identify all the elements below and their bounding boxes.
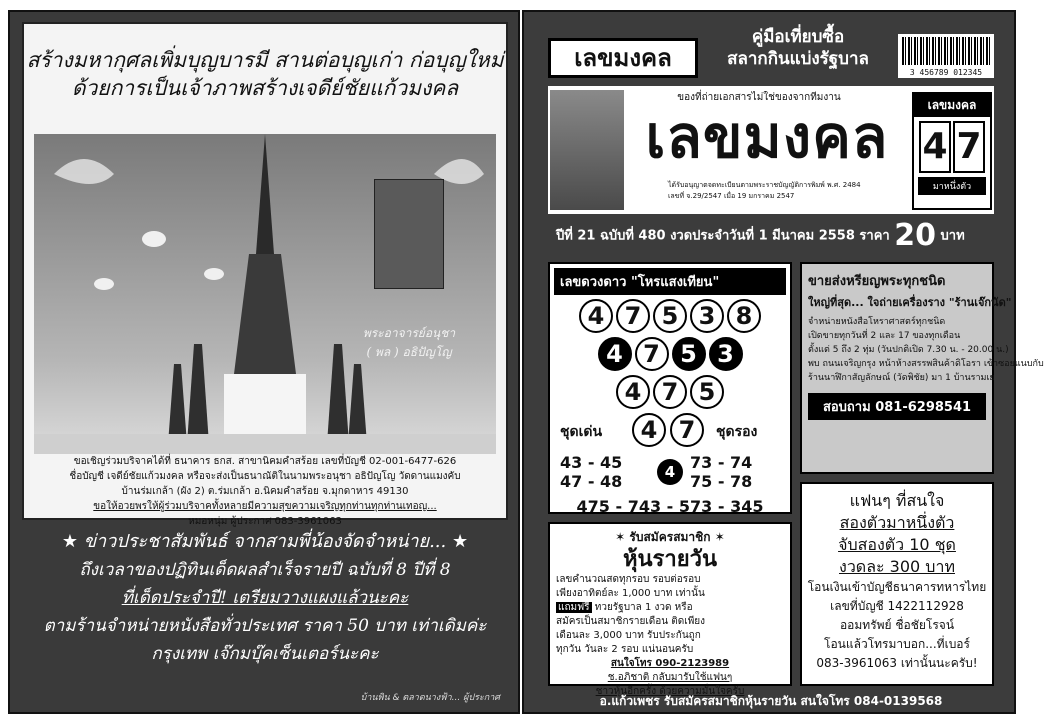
barcode <box>898 34 994 78</box>
monk-title: ( พล ) อธิปัญโญ <box>366 345 452 359</box>
price-unit: บาท <box>940 228 965 244</box>
press-release-title <box>22 528 508 556</box>
member-line: เดือนละ 3,000 บาท รับประกันถูก <box>556 630 701 641</box>
permit-line: ได้รับอนุญาตจดทะเบียนตามพระราชบัญญัติการพิมพ์ พ.ศ. 2484 <box>668 181 861 189</box>
lucky-numbers-panel <box>548 262 792 514</box>
dateline-text: ปีที่ 21 ฉบับที่ 480 งวดประจำวันที่ 1 มีนาคม 2558 ราคา <box>556 228 890 244</box>
headline-line-2: ด้วยการเป็นเจ้าภาพสร้างเจดีย์ชัยแก้วมงคล <box>71 76 459 100</box>
member-heading <box>556 528 784 547</box>
cover-permit <box>668 180 908 202</box>
press-release-line: ที่เด็ดประจำปี! เตรียมวางแผงแล้วนะคะ <box>121 588 409 608</box>
issue-digit: 4 <box>919 121 951 173</box>
pair-value: 43 - 45 <box>560 453 623 472</box>
ad-title: ขายส่งหรียญพระทุกชนิด <box>808 274 946 289</box>
member-details <box>556 573 784 699</box>
member-title: หุ้นรายวัน <box>623 547 717 572</box>
issue-dateline <box>548 218 994 254</box>
center-number <box>650 459 690 485</box>
number-ball: 8 <box>727 299 761 333</box>
ad-line: พบ ถนนเจริญกรุง หน้าห้างสรรพสินค้าดิโอรา เข้าซอยแนบกับ <box>808 359 1044 369</box>
star-icon: ✶ <box>714 530 725 544</box>
number-ball: 7 <box>616 299 650 333</box>
number-ball: 4 <box>616 375 650 409</box>
member-closing: ชาวหุ้นอีกครั้ง ด้วยความมั่นใจครับ <box>595 686 745 697</box>
fan-title: แฟนๆ ที่สนใจ <box>849 491 945 510</box>
number-row-3 <box>550 375 790 409</box>
guide-line-1: คู่มือเที่ยบซื้อ <box>751 27 845 47</box>
left-page <box>8 10 520 714</box>
barcode-icon <box>902 37 990 65</box>
number-ball: 5 <box>672 337 706 371</box>
donation-announcer: หมอหนุ่ม ผู้ประกาศ 083-3961063 <box>188 516 342 527</box>
cover-portrait <box>550 90 624 210</box>
number-ball: 4 <box>657 459 683 485</box>
masthead-label: เลขมงคล <box>548 38 698 78</box>
ad-details <box>802 313 1044 387</box>
fan-instruction: โอนแล้วโทรมาบอก...ที่เบอร์ <box>824 637 970 651</box>
star-icon: ★ <box>61 531 79 552</box>
pair-numbers <box>550 453 790 491</box>
donation-line: ขอให้อวยพรให้ผู้ร่วมบริจาคทั้งหลายมีความสุขความเจริญทุกท่านทุกท่านเทอญ... <box>93 501 437 512</box>
press-release-line: ถึงเวลาของปฏิทินเด็ดผลสำเร็จรายปี ฉบับที่ 8 ปีที่ 8 <box>79 560 451 580</box>
number-row-4 <box>550 337 790 371</box>
pair-value: 73 - 74 <box>690 453 753 472</box>
donation-line: ขอเชิญร่วมบริจาคได้ที่ ธนาคาร ธกส. สาขานิคมคำสร้อย เลขที่บัญชี 02-001-6477-626 <box>73 456 457 467</box>
number-ball: 3 <box>709 337 743 371</box>
magazine-logo: เลขมงคล <box>645 103 889 171</box>
donation-line: ชื่อบัญชี เจดีย์ชัยแก้วมงคล หรือจะส่งเป็นธนาณัติในนามพระอนุชา อธิปัญโญ วัดดานแมงคับ <box>69 471 461 482</box>
ad-line: จำหน่ายหนังสือโหราศาสตร์ทุกชนิด <box>808 317 946 327</box>
member-line-text: ทวยรัฐบาล 1 งวด หรือ <box>594 602 693 613</box>
donation-info <box>24 454 506 529</box>
monk-name: พระอาจารย์อนุชา <box>362 326 456 340</box>
member-line: เพียงอาทิตย์ละ 1,000 บาท เท่านั้น <box>556 588 705 599</box>
member-line: เลขคำนวณสดทุกรอบ รอบต่อรอบ <box>556 574 701 585</box>
member-closing: ช.อภิชาติ กลับมารับใช้แฟนๆ <box>607 672 733 683</box>
fan-account: เลขที่บัญชี 1422112928 <box>830 599 964 613</box>
fan-price: งวดละ 300 บาท <box>839 557 955 576</box>
press-release-signature: บ้านพิน & ตลาดนางฟ้า... ผู้ประกาศ <box>360 693 500 703</box>
amulet-shop-ad <box>800 262 1044 474</box>
fan-account-name: ออมทรัพย์ ชื่อชัยโรจน์ <box>839 618 955 632</box>
fan-phone: 083-3961063 เท่านั้นนะครับ! <box>816 656 978 670</box>
permit-line: เลขที่ จ.29/2547 เมื่อ 19 มกราคม 2547 <box>668 192 795 200</box>
member-line: สมัครเป็นสมาชิกรายเดือน ติดเพียง <box>556 616 706 627</box>
press-release-panel <box>22 528 508 708</box>
free-badge: แถมฟรี <box>558 602 590 613</box>
donation-line: บ้านร่มเกล้า (ผัง 2) ต.ร่มเกล้า อ.นิคมคำสร้อย จ.มุกดาหาร 49130 <box>121 486 409 497</box>
star-icon: ✶ <box>615 530 626 544</box>
temple-illustration <box>34 134 496 454</box>
pair-value: 47 - 48 <box>560 472 623 491</box>
sub-set-label: ชุดรอง <box>716 424 758 440</box>
number-ball: 4 <box>579 299 613 333</box>
number-ball: 5 <box>653 299 687 333</box>
ad-line: ร้านนาฬิกาสัญลักษณ์ (วัดพิชัย) มา 1 บ้านรามเย <box>808 373 995 383</box>
fan-offer: จับสองตัว 10 ชุด <box>838 535 956 554</box>
lead-set-row <box>550 413 790 453</box>
daily-stock-membership-box <box>548 522 792 697</box>
ad-line: ตั้งแต่ 5 ถึง 2 ทุ่ม (วันปกติเปิด 7.30 น. - 20.00 น.) <box>808 345 1009 355</box>
fan-subscription-box <box>800 482 994 686</box>
cover-banner <box>548 86 994 214</box>
lead-set-label: ชุดเด่น <box>560 424 603 440</box>
barcode-number: 3 456789 012345 <box>909 68 983 77</box>
number-ball: 3 <box>690 299 724 333</box>
member-heading-text: รับสมัครสมาชิก <box>629 530 711 544</box>
issue-tag: เลขมงคล <box>914 94 990 117</box>
press-release-heading: ข่าวประชาสัมพันธ์ จากสามพี่น้องจัดจำหน่าย... <box>83 531 447 552</box>
press-release-line: ตามร้านจำหน่ายหนังสือทั่วประเทศ ราคา 50 บาท เท่าเดิมค่ะ <box>43 616 487 636</box>
headline-line-1: สร้างมหากุศลเพิ่มบุญบารมี สานต่อบุญเก่า ก่อบุญใหม่ <box>26 48 504 72</box>
member-phone: สนใจโทร 090-2123989 <box>610 658 730 669</box>
issue-foot: มาหนึ่งตัว <box>918 177 986 195</box>
ad-subtitle: ใหญ่ที่สุด... ใจถ่ายเครื่องราง "ร้านเจ๊กนัด" <box>808 296 1012 309</box>
pair-value: 75 - 78 <box>690 472 753 491</box>
monk-caption <box>334 324 484 362</box>
cover-note: ของที่ถ่ายเอกสารไม่ใช่ของจากทีมงาน <box>677 92 841 103</box>
lucky-numbers-title: เลขดวงดาว "โหรแสงเทียน" <box>554 268 786 295</box>
member-line <box>556 601 784 615</box>
footer-band: อ.แก้วเพชร รับสมัครสมาชิกหุ้นรายวัน สนใจโทร 084-0139568 <box>599 694 943 708</box>
price-value: 20 <box>894 218 936 253</box>
guide-line-2: สลากกินแบ่งรัฐบาล <box>727 49 869 69</box>
number-ball: 7 <box>635 337 669 371</box>
ad-phone: สอบถาม 081-6298541 <box>808 393 986 420</box>
number-ball: 7 <box>670 413 704 447</box>
monk-photo <box>374 179 444 289</box>
press-release-line: กรุงเทพ เจ๊กมบุ๊คเซ็นเตอร์นะคะ <box>151 644 379 664</box>
number-row-5 <box>550 299 790 333</box>
star-icon: ★ <box>451 531 469 552</box>
number-ball: 4 <box>632 413 666 447</box>
member-line: ทุกวัน วันละ 2 รอบ แน่นอนครับ <box>556 644 694 655</box>
number-ball: 7 <box>653 375 687 409</box>
right-page <box>522 10 1044 714</box>
temple-donation-panel <box>22 22 508 527</box>
fan-bank: โอนเงินเข้าบัญชีธนาคารทหารไทย <box>807 580 987 594</box>
guide-title <box>708 26 888 70</box>
number-ball: 5 <box>690 375 724 409</box>
issue-digits <box>914 117 990 177</box>
number-ball: 4 <box>598 337 632 371</box>
issue-digit: 7 <box>953 121 985 173</box>
ad-line: เปิดขายทุกวันที่ 2 และ 17 ของทุกเดือน <box>808 331 961 341</box>
issue-box <box>912 92 992 210</box>
fan-offer: สองตัวมาหนึ่งตัว <box>839 513 955 532</box>
triple-numbers: 475 - 743 - 573 - 345 <box>576 497 764 516</box>
